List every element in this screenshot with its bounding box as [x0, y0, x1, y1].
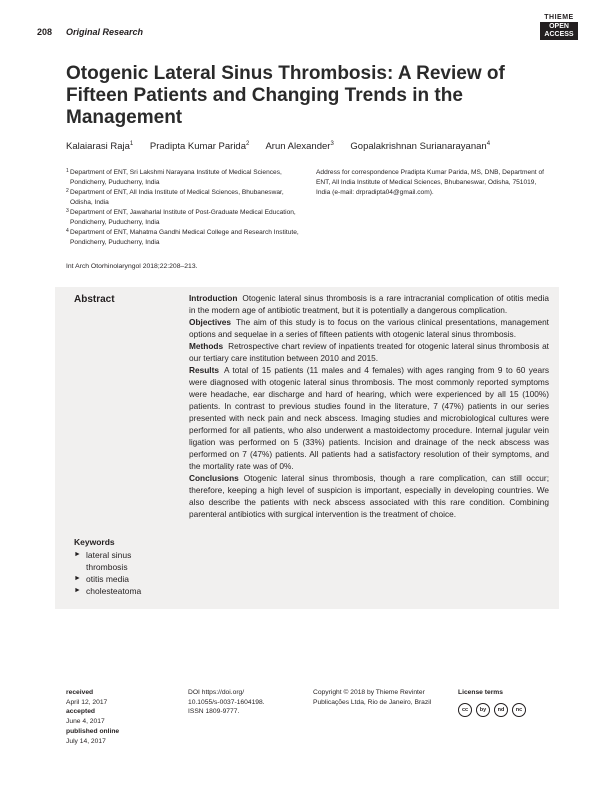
affiliation-text: Department of ENT, Jawaharlal Institute of Post-Graduate Medical Education, Pondicherry, Puducherry, India: [70, 209, 296, 226]
license-label: License terms: [458, 689, 503, 696]
keyword: cholesteatoma: [86, 586, 142, 596]
abstract-section: [189, 292, 549, 316]
affiliation-number: 2: [66, 188, 69, 194]
abstract-text: Otogenic lateral sinus thrombosis, though a rare complication, can still occur; therefore, keeping a high level of suspicion is important, especially in developing countries. We also describe the patients with neck abscess associated with this rare condition. Combining parenteral antibiotics with surgical intervention is the treatment of choice.: [189, 473, 549, 519]
affiliations: [66, 168, 306, 248]
abstract-label: Objectives: [189, 317, 231, 327]
affiliation: [66, 228, 306, 248]
nd-icon[interactable]: nd: [494, 703, 508, 717]
doi-block: [188, 688, 265, 717]
author-sup: 4: [486, 141, 491, 147]
author-sup: 3: [330, 141, 334, 147]
accepted-date: June 4, 2017: [66, 718, 105, 726]
affiliation-number: 3: [66, 208, 69, 214]
logo-top-text: THIEME: [544, 14, 574, 21]
keyword: lateral sinus thrombosis: [86, 550, 132, 572]
arrow-icon: ►: [74, 551, 81, 558]
abstract-section: [189, 472, 549, 520]
arrow-icon: ►: [74, 587, 81, 594]
author-name: Pradipta Kumar Parida: [149, 141, 246, 153]
keywords-list: [74, 549, 156, 597]
affiliation-text: Department of ENT, Sri Lakshmi Narayana Institute of Medical Sciences, Pondicherry, Puducherry, India: [70, 169, 282, 186]
keyword-item: [74, 585, 156, 597]
author: [150, 141, 249, 152]
received-date: April 12, 2017: [66, 698, 108, 706]
abstract-text: The aim of this study is to focus on the various clinical presentations, management options and sequelae in a series of fifteen patients with otogenic lateral sinus thrombosis.: [189, 317, 549, 339]
author: [66, 141, 133, 152]
affiliation-number: 4: [66, 228, 69, 234]
affiliation-text: Department of ENT, Mahatma Gandhi Medical College and Research Institute, Pondicherry, Puducherry, India: [70, 229, 299, 246]
abstract-section: [189, 340, 549, 364]
affiliation: [66, 208, 306, 228]
article-title: Otogenic Lateral Sinus Thrombosis: A Review of Fifteen Patients and Changing Trends in the Management: [66, 63, 505, 128]
author-sup: 2: [246, 141, 250, 147]
abstract-section: [189, 316, 549, 340]
abstract-section: [189, 364, 549, 472]
logo-bottom-text: OPEN ACCESS: [540, 22, 578, 40]
affiliation-text: Department of ENT, All India Institute of Medical Sciences, Bhubaneswar, Odisha, India: [70, 189, 284, 206]
affiliation: [66, 168, 306, 188]
abstract-body: [189, 292, 549, 520]
doi-number[interactable]: 10.1055/s-0037-1604198.: [188, 698, 265, 706]
nc-icon[interactable]: nc: [512, 703, 526, 717]
author-sup: 1: [129, 141, 134, 147]
license: [458, 688, 526, 717]
copyright-line: Publicações Ltda, Rio de Janeiro, Brazil: [313, 698, 432, 706]
abstract-label: Conclusions: [189, 473, 239, 483]
abstract-text: Otogenic lateral sinus thrombosis is a rare intracranial complication of otitis media in the modern age of antibiotic treatment, but it is potentially a dangerous complication.: [189, 293, 549, 315]
keywords-heading: Keywords: [74, 537, 115, 547]
received-label: received: [66, 689, 94, 696]
author: [265, 141, 333, 152]
by-icon[interactable]: by: [476, 703, 490, 717]
publisher-logo: [540, 14, 578, 40]
keyword-item: [74, 549, 156, 573]
author-name: Gopalakrishnan Surianarayanan: [350, 141, 487, 153]
abstract-label: Methods: [189, 341, 224, 351]
dates: [66, 688, 119, 746]
keyword-item: [74, 573, 156, 585]
accepted-label: accepted: [66, 708, 95, 716]
affiliation: [66, 188, 306, 208]
affiliation-number: 1: [66, 168, 69, 174]
abstract-label: Introduction: [189, 293, 238, 303]
page-number: 208: [37, 27, 53, 37]
arrow-icon: ►: [74, 575, 81, 582]
author-name: Arun Alexander: [265, 141, 331, 153]
cc-icon[interactable]: cc: [458, 703, 472, 717]
published-date: July 14, 2017: [66, 737, 106, 745]
doi-line[interactable]: DOI https://doi.org/: [188, 689, 245, 696]
author-list: [66, 141, 504, 152]
section-label: Original Research: [66, 27, 144, 37]
copyright-line: Copyright © 2018 by Thieme Revinter: [313, 689, 425, 696]
abstract-text: Retrospective chart review of inpatients treated for otogenic lateral sinus thrombosis at our tertiary care institution between 2010 and 2015.: [189, 341, 549, 363]
correspondence: Address for correspondence Pradipta Kumar Parida, MS, DNB, Department of ENT, All India Institute of Medical Sciences, Bhubaneswar, Odisha, 751019, India (e-mail: drpradipta04@gmail.com).: [316, 169, 544, 196]
abstract-heading: Abstract: [74, 294, 115, 305]
abstract-label: Results: [189, 365, 219, 375]
author-name: Kalaiarasi Raja: [66, 141, 130, 153]
keyword: otitis media: [86, 574, 129, 584]
abstract-text: A total of 15 patients (11 males and 4 females) with ages ranging from 9 to 60 years were diagnosed with otogenic lateral sinus thrombosis. The most commonly reported symptoms were headache, ear discharge and hard of hearing, which were experienced by all 15 (100%) patients. In contrast to previous studies found in the literature, 7 (47%) patients in our series presented with neck pain and neck abscess. Imaging studies and microbiological cultures were performed for all patients, who also underwent a mastoidectomy procedure. Internal jugular vein ligation was performed on 5 (33%) patients. Incision and drainage of the neck abscess was performed on 7 (47%) patients. All patients had a satisfactory resolution of their symptoms, and the mortality rate was of 0%.: [189, 365, 549, 471]
issn: ISSN 1809-9777.: [188, 708, 240, 716]
published-label: published online: [66, 727, 120, 735]
citation: Int Arch Otorhinolaryngol 2018;22:208–213.: [66, 263, 198, 270]
license-icons: [458, 703, 526, 717]
copyright: [313, 688, 431, 707]
author: [350, 141, 490, 152]
